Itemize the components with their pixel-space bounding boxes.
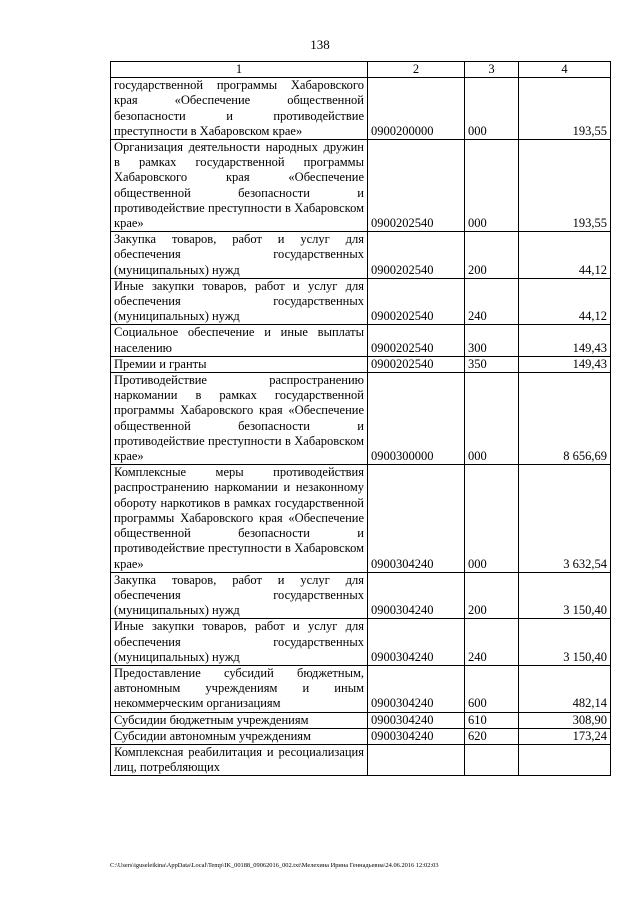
row-code: 0900304240 [368,465,465,572]
table-row [111,78,611,140]
row-code: 0900304240 [368,572,465,619]
row-amount: 193,55 [519,78,611,140]
row-name: Комплексные меры противодействия распространению наркомании и незаконному обороту наркотиков в рамках государственной программы Хабаровского края «Обеспечение общественной безопасности и противодействие преступности в Хабаровском крае» [111,465,368,572]
row-code: 0900202540 [368,325,465,356]
table-row [111,572,611,619]
header-col-2: 2 [368,62,465,78]
row-name: Организация деятельности народных дружин в рамках государственной программы Хабаровского края «Обеспечение общественной безопасности и противодействие преступности в Хабаровском крае» [111,140,368,232]
row-type: 200 [465,572,519,619]
row-amount: 44,12 [519,232,611,279]
row-name: Комплексная реабилитация и ресоциализация лиц, потребляющих [111,744,368,775]
row-name: Субсидии автономным учреждениям [111,728,368,744]
table-row [111,728,611,744]
row-name: Иные закупки товаров, работ и услуг для обеспечения государственных (муниципальных) нужд [111,619,368,666]
row-type: 000 [465,78,519,140]
row-code [368,744,465,775]
table-row [111,619,611,666]
table-row [111,232,611,279]
table-row [111,325,611,356]
header-col-4: 4 [519,62,611,78]
row-code: 0900304240 [368,665,465,712]
row-code: 0900202540 [368,278,465,325]
row-type: 240 [465,619,519,666]
row-name: Премии и гранты [111,356,368,372]
header-col-1: 1 [111,62,368,78]
row-amount: 8 656,69 [519,373,611,465]
row-name: Иные закупки товаров, работ и услуг для обеспечения государственных (муниципальных) нужд [111,278,368,325]
table-row [111,278,611,325]
row-amount: 482,14 [519,665,611,712]
table-row [111,712,611,728]
row-type: 300 [465,325,519,356]
header-col-3: 3 [465,62,519,78]
file-path-footer: C:\Users\iguseleikina\AppData\Local\Temp\IK_00188_09062016_002.txt\Мелехина Ирина Геннадьевна\24.06.2016 12:02:03 [110,862,439,869]
row-amount: 193,55 [519,140,611,232]
row-code: 0900304240 [368,728,465,744]
table-row [111,465,611,572]
row-name: Субсидии бюджетным учреждениям [111,712,368,728]
row-name: Закупка товаров, работ и услуг для обеспечения государственных (муниципальных) нужд [111,232,368,279]
row-type: 000 [465,140,519,232]
page-number: 138 [310,37,330,52]
row-code: 0900202540 [368,356,465,372]
row-name: Предоставление субсидий бюджетным, автономным учреждениям и иным некоммерческим организациям [111,665,368,712]
row-code: 0900202540 [368,232,465,279]
row-name: Закупка товаров, работ и услуг для обеспечения государственных (муниципальных) нужд [111,572,368,619]
row-code: 0900300000 [368,373,465,465]
table-row [111,373,611,465]
row-amount: 44,12 [519,278,611,325]
table-row [111,140,611,232]
row-amount: 149,43 [519,325,611,356]
row-amount: 149,43 [519,356,611,372]
row-type: 000 [465,373,519,465]
row-type: 600 [465,665,519,712]
row-amount [519,744,611,775]
row-type: 610 [465,712,519,728]
budget-table [110,61,611,776]
row-code: 0900304240 [368,712,465,728]
table-row [111,744,611,775]
row-name: Противодействие распространению наркомании в рамках государственной программы Хабаровского края «Обеспечение общественной безопасности и противодействие преступности в Хабаровском крае» [111,373,368,465]
row-code: 0900202540 [368,140,465,232]
row-type [465,744,519,775]
row-name: государственной программы Хабаровского края «Обеспечение общественной безопасности и противодействие преступности в Хабаровском крае» [111,78,368,140]
row-type: 000 [465,465,519,572]
row-type: 620 [465,728,519,744]
row-type: 240 [465,278,519,325]
row-type: 200 [465,232,519,279]
row-amount: 3 150,40 [519,572,611,619]
row-amount: 3 150,40 [519,619,611,666]
row-type: 350 [465,356,519,372]
row-code: 0900200000 [368,78,465,140]
row-amount: 308,90 [519,712,611,728]
table-header-row [111,62,611,78]
table-row [111,356,611,372]
row-amount: 3 632,54 [519,465,611,572]
table-row [111,665,611,712]
row-name: Социальное обеспечение и иные выплаты населению [111,325,368,356]
row-amount: 173,24 [519,728,611,744]
row-code: 0900304240 [368,619,465,666]
